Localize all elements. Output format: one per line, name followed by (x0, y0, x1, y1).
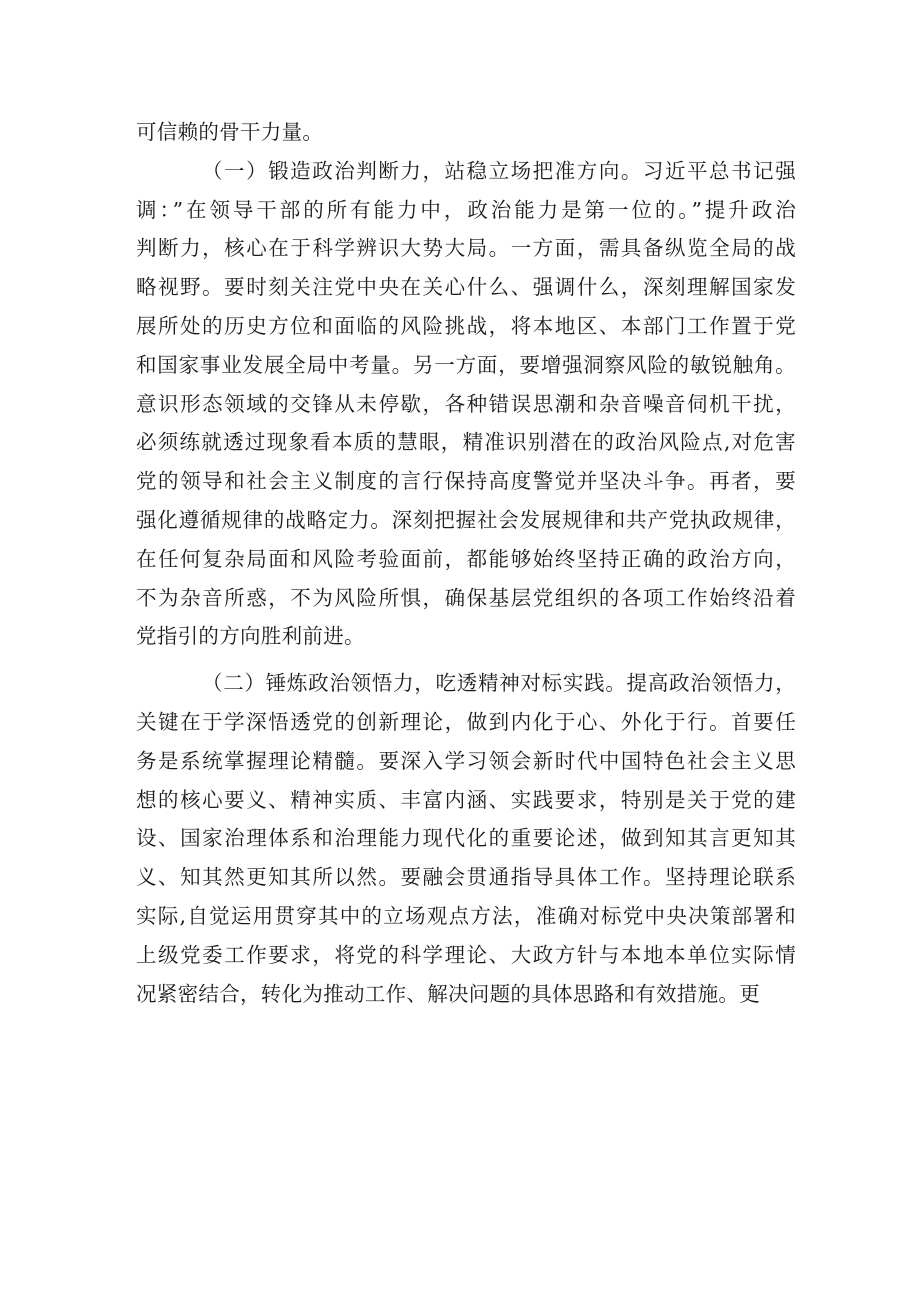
text-line: 关键在于学深悟透党的创新理论，做到内化于心、外化于行。首要任 (136, 709, 796, 734)
document-page (136, 113, 796, 1013)
text-line: 设、国家治理体系和治理能力现代化的重要论述，做到知其言更知其 (136, 826, 796, 851)
paragraph-gap (136, 656, 796, 664)
text-line: 意识形态领域的交锋从未停歇，各种错误思潮和杂音噪音伺机干扰， (136, 391, 796, 416)
text-line: 略视野。要时刻关注党中央在关心什么、强调什么，深刻理解国家发 (136, 275, 796, 300)
text-line: 务是系统掌握理论精髓。要深入学习领会新时代中国特色社会主义思 (136, 748, 796, 773)
text-line: 想的核心要义、精神实质、丰富内涵、实践要求，特别是关于党的建 (136, 787, 796, 812)
text-line: （一）锻造政治判断力，站稳立场把准方向。习近平总书记强 (202, 158, 796, 183)
text-line: 可信赖的骨干力量。 (136, 120, 324, 144)
text-line: （二）锤炼政治领悟力，吃透精神对标实践。提高政治领悟力， (202, 671, 796, 696)
paragraph (136, 152, 796, 656)
paragraph (136, 664, 796, 1013)
text-line: 必须练就透过现象看本质的慧眼，精准识别潜在的政治风险点,对危害 (136, 430, 796, 455)
text-line: 在任何复杂局面和风险考验面前，都能够始终坚持正确的政治方向， (136, 546, 796, 571)
document-body (136, 113, 796, 1013)
text-line: 强化遵循规律的战略定力。深刻把握社会发展规律和共产党执政规律， (136, 507, 796, 532)
text-line: 党指引的方向胜利前进。 (136, 624, 365, 649)
text-line: 和国家事业发展全局中考量。另一方面，要增强洞察风险的敏锐触角。 (136, 352, 796, 377)
text-line: 况紧密结合，转化为推动工作、解决问题的具体思路和有效措施。更 (136, 981, 760, 1006)
text-line: 调：”在领导干部的所有能力中，政治能力是第一位的。”提升政治 (136, 197, 796, 222)
text-line: 义、知其然更知其所以然。要融会贯通指导具体工作。坚持理论联系 (136, 865, 796, 890)
paragraph (136, 113, 796, 152)
text-line: 党的领导和社会主义制度的言行保持高度警觉并坚决斗争。再者，要 (136, 469, 796, 494)
text-line: 展所处的历史方位和面临的风险挑战，将本地区、本部门工作置于党 (136, 313, 796, 338)
text-line: 实际,自觉运用贯穿其中的立场观点方法，准确对标党中央决策部署和 (136, 903, 796, 928)
text-line: 上级党委工作要求，将党的科学理论、大政方针与本地本单位实际情 (136, 942, 796, 967)
text-line: 不为杂音所惑，不为风险所惧，确保基层党组织的各项工作始终沿着 (136, 585, 796, 610)
text-line: 判断力，核心在于科学辨识大势大局。一方面，需具备纵览全局的战 (136, 236, 796, 261)
